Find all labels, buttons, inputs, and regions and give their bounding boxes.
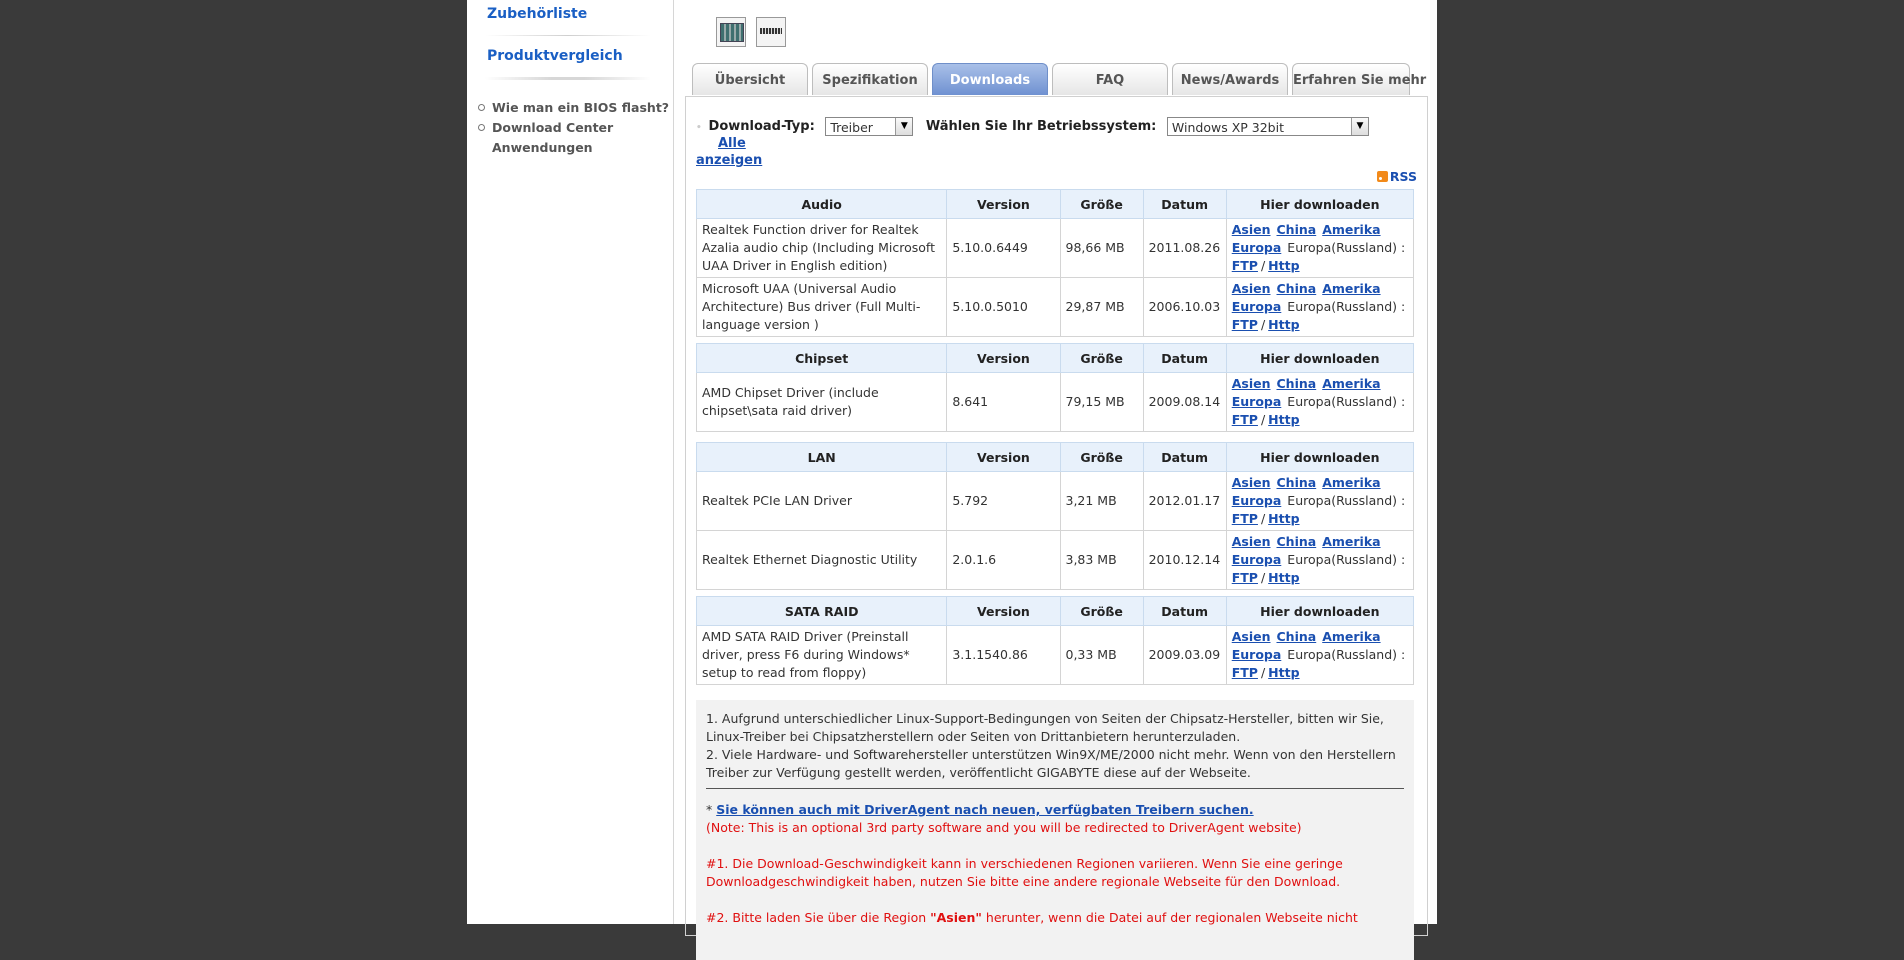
sidebar-item-sublabel: Anwendungen [492, 140, 593, 155]
section-title: SATA RAID [697, 597, 947, 626]
link-asia[interactable]: Asien [1231, 281, 1271, 296]
sidebar-divider [485, 77, 651, 80]
link-ftp[interactable]: FTP [1231, 412, 1258, 427]
driveragent-line [706, 801, 1404, 819]
sidebar-list [477, 98, 669, 158]
driver-date: 2011.08.26 [1143, 219, 1226, 278]
table-row [697, 373, 1414, 432]
driver-size: 98,66 MB [1060, 219, 1143, 278]
download-links [1226, 472, 1413, 531]
driver-version: 5.10.0.6449 [947, 219, 1060, 278]
table-row [697, 472, 1414, 531]
link-http[interactable]: Http [1268, 665, 1300, 680]
download-links [1226, 278, 1413, 337]
table-header [697, 443, 1414, 472]
link-china[interactable]: China [1276, 475, 1317, 490]
rss-link[interactable] [1377, 169, 1417, 184]
download-filter [696, 117, 1416, 168]
driver-date: 2012.01.17 [1143, 472, 1226, 531]
tab-bar [692, 63, 1432, 97]
note-download-speed: #1. Die Download-Geschwindigkeit kann in verschiedenen Regionen variieren. Wenn Sie eine geringe Downloadgeschwindigkeit haben, nutzen Sie bitte eine andere regionale Webseite für den Download. [706, 856, 1343, 889]
table-lan [696, 442, 1414, 590]
link-asia[interactable]: Asien [1231, 629, 1271, 644]
link-separator: / [1260, 570, 1266, 585]
link-separator: / [1260, 511, 1266, 526]
table-header [697, 190, 1414, 219]
driver-name: AMD SATA RAID Driver (Preinstall driver, press F6 during Windows* setup to read from floppy) [697, 626, 947, 685]
link-separator: / [1260, 258, 1266, 273]
link-china[interactable]: China [1276, 281, 1317, 296]
link-russia-label: Europa(Russland) : [1287, 240, 1406, 255]
link-separator: / [1260, 665, 1266, 680]
section-title: Audio [697, 190, 947, 219]
table-chipset [696, 343, 1414, 432]
note-linux: 1. Aufgrund unterschiedlicher Linux-Support-Bedingungen von Seiten der Chipsatz-Hersteller, bitten wir Sie, Linux-Treiber bei Chipsatzherstellern oder Seiten von Drittanbietern herunterzuladen. [706, 711, 1384, 744]
link-china[interactable]: China [1276, 629, 1317, 644]
sidebar-divider [485, 35, 651, 36]
col-download: Hier downloaden [1226, 344, 1413, 373]
downloads-panel [685, 96, 1428, 936]
driver-date: 2010.12.14 [1143, 531, 1226, 590]
product-thumbnails [716, 17, 792, 50]
driver-size: 3,83 MB [1060, 531, 1143, 590]
download-type-label: Download-Typ: [708, 119, 815, 134]
driver-date: 2009.03.09 [1143, 626, 1226, 685]
link-asia[interactable]: Asien [1231, 475, 1271, 490]
download-type-select[interactable] [825, 117, 913, 136]
link-europe[interactable]: Europa [1231, 299, 1282, 314]
link-http[interactable]: Http [1268, 511, 1300, 526]
driver-date: 2006.10.03 [1143, 278, 1226, 337]
sidebar [467, 0, 674, 924]
tab-spezifikation[interactable]: Spezifikation [812, 63, 928, 95]
sidebar-item-download-center[interactable] [477, 118, 669, 158]
note-region-post: herunter, wenn die Datei auf der regionalen Webseite nicht [981, 910, 1358, 925]
circle-bullet-icon [478, 124, 485, 131]
col-date: Datum [1143, 443, 1226, 472]
driveragent-star: * [706, 802, 713, 817]
driver-name: Realtek Ethernet Diagnostic Utility [697, 531, 947, 590]
link-europe[interactable]: Europa [1231, 394, 1282, 409]
link-america[interactable]: Amerika [1322, 222, 1381, 237]
link-asia[interactable]: Asien [1231, 222, 1271, 237]
link-america[interactable]: Amerika [1322, 629, 1381, 644]
col-size: Größe [1060, 597, 1143, 626]
motherboard-icon [720, 23, 744, 42]
table-sata-raid [696, 596, 1414, 685]
sidebar-item-label: Wie man ein BIOS flasht? [492, 100, 670, 115]
driver-version: 8.641 [947, 373, 1060, 432]
col-download: Hier downloaden [1226, 597, 1413, 626]
col-version: Version [947, 344, 1060, 373]
spacer [706, 837, 1404, 855]
col-size: Größe [1060, 443, 1143, 472]
col-download: Hier downloaden [1226, 443, 1413, 472]
col-version: Version [947, 190, 1060, 219]
link-china[interactable]: China [1276, 534, 1317, 549]
tab-news-awards[interactable]: News/Awards [1172, 63, 1288, 95]
table-row [697, 531, 1414, 590]
driver-name: Realtek Function driver for Realtek Azalia audio chip (Including Microsoft UAA Driver in English edition) [697, 219, 947, 278]
section-title: Chipset [697, 344, 947, 373]
tab-downloads[interactable]: Downloads [932, 63, 1048, 95]
link-separator: / [1260, 412, 1266, 427]
sidebar-item-label: Download Center [492, 120, 614, 135]
tab-faq[interactable]: FAQ [1052, 63, 1168, 95]
table-header [697, 344, 1414, 373]
link-china[interactable]: China [1276, 376, 1317, 391]
download-links [1226, 373, 1413, 432]
link-http[interactable]: Http [1268, 412, 1300, 427]
col-download: Hier downloaden [1226, 190, 1413, 219]
driver-version: 5.10.0.5010 [947, 278, 1060, 337]
driveragent-note: (Note: This is an optional 3rd party software and you will be redirected to DriverAgent website) [706, 820, 1302, 835]
tab-erfahren-sie-mehr[interactable]: Erfahren Sie mehr [1292, 63, 1410, 95]
download-links [1226, 219, 1413, 278]
link-america[interactable]: Amerika [1322, 376, 1381, 391]
dropdown-arrow-icon: ▼ [1351, 118, 1368, 135]
link-separator: / [1260, 317, 1266, 332]
col-date: Datum [1143, 597, 1226, 626]
rss-icon [1377, 171, 1388, 182]
driver-version: 5.792 [947, 472, 1060, 531]
link-russia-label: Europa(Russland) : [1287, 299, 1406, 314]
table-audio [696, 189, 1414, 337]
driver-date: 2009.08.14 [1143, 373, 1226, 432]
product-thumbnail-io[interactable] [756, 17, 786, 47]
driver-version: 2.0.1.6 [947, 531, 1060, 590]
driveragent-link[interactable]: Sie können auch mit DriverAgent nach neuen, verfügbaten Treibern suchen. [716, 802, 1254, 817]
download-links [1226, 531, 1413, 590]
col-date: Datum [1143, 190, 1226, 219]
link-america[interactable]: Amerika [1322, 475, 1381, 490]
driver-size: 3,21 MB [1060, 472, 1143, 531]
link-europe[interactable]: Europa [1231, 240, 1282, 255]
dropdown-arrow-icon: ▼ [895, 118, 912, 135]
driver-name: Realtek PCIe LAN Driver [697, 472, 947, 531]
io-panel-icon [760, 28, 782, 34]
link-http[interactable]: Http [1268, 317, 1300, 332]
show-all-link[interactable]: Alle [718, 136, 746, 151]
link-europe[interactable]: Europa [1231, 493, 1282, 508]
download-links [1226, 626, 1413, 685]
driver-version: 3.1.1540.86 [947, 626, 1060, 685]
page [467, 0, 1437, 924]
table-row [697, 278, 1414, 337]
col-version: Version [947, 443, 1060, 472]
show-all-link-continued[interactable]: anzeigen [696, 153, 763, 168]
note-region-bold: "Asien" [930, 910, 982, 925]
link-china[interactable]: China [1276, 222, 1317, 237]
link-ftp[interactable]: FTP [1231, 258, 1258, 273]
link-europe[interactable]: Europa [1231, 552, 1282, 567]
table-header [697, 597, 1414, 626]
notes-divider [706, 788, 1404, 789]
link-asia[interactable]: Asien [1231, 376, 1271, 391]
link-ftp[interactable]: FTP [1231, 317, 1258, 332]
tab-uebersicht[interactable]: Übersicht [692, 63, 808, 95]
os-label: Wählen Sie Ihr Betriebssystem: [925, 119, 1157, 134]
table-row [697, 626, 1414, 685]
download-type-value: Treiber [830, 120, 873, 135]
note-win9x: 2. Viele Hardware- und Softwarehersteller unterstützen Win9X/ME/2000 nicht mehr. Wenn von den Herstellern Treiber zur Verfügung gestellt werden, veröffentlicht GIGABYTE diese auf der Webseite. [706, 747, 1396, 780]
link-europe[interactable]: Europa [1231, 647, 1282, 662]
notes-box [696, 700, 1414, 960]
table-row [697, 219, 1414, 278]
link-america[interactable]: Amerika [1322, 281, 1381, 296]
main-content [685, 0, 1437, 924]
sidebar-link-zubehoerliste[interactable]: Zubehörliste [487, 6, 588, 22]
os-value: Windows XP 32bit [1171, 120, 1284, 135]
bullet-icon: • [696, 123, 702, 133]
link-ftp[interactable]: FTP [1231, 570, 1258, 585]
link-russia-label: Europa(Russland) : [1287, 552, 1406, 567]
circle-bullet-icon [478, 104, 485, 111]
driver-size: 79,15 MB [1060, 373, 1143, 432]
note-region-pre: #2. Bitte laden Sie über die Region [706, 910, 931, 925]
driver-name: AMD Chipset Driver (include chipset\sata raid driver) [697, 373, 947, 432]
product-thumbnail-board[interactable] [716, 17, 746, 47]
link-http[interactable]: Http [1268, 570, 1300, 585]
driver-size: 29,87 MB [1060, 278, 1143, 337]
section-title: LAN [697, 443, 947, 472]
link-http[interactable]: Http [1268, 258, 1300, 273]
link-ftp[interactable]: FTP [1231, 665, 1258, 680]
link-russia-label: Europa(Russland) : [1287, 394, 1406, 409]
driver-name: Microsoft UAA (Universal Audio Architecture) Bus driver (Full Multi-language version ) [697, 278, 947, 337]
rss-label: RSS [1389, 169, 1417, 184]
col-date: Datum [1143, 344, 1226, 373]
sidebar-item-bios-flash[interactable] [477, 98, 669, 118]
col-version: Version [947, 597, 1060, 626]
col-size: Größe [1060, 344, 1143, 373]
note-region-asia [706, 909, 1404, 927]
os-select[interactable] [1167, 117, 1369, 136]
link-asia[interactable]: Asien [1231, 534, 1271, 549]
link-russia-label: Europa(Russland) : [1287, 647, 1406, 662]
sidebar-link-produktvergleich[interactable]: Produktvergleich [487, 48, 623, 64]
driver-size: 0,33 MB [1060, 626, 1143, 685]
spacer [706, 891, 1404, 909]
col-size: Größe [1060, 190, 1143, 219]
link-america[interactable]: Amerika [1322, 534, 1381, 549]
link-ftp[interactable]: FTP [1231, 511, 1258, 526]
link-russia-label: Europa(Russland) : [1287, 493, 1406, 508]
